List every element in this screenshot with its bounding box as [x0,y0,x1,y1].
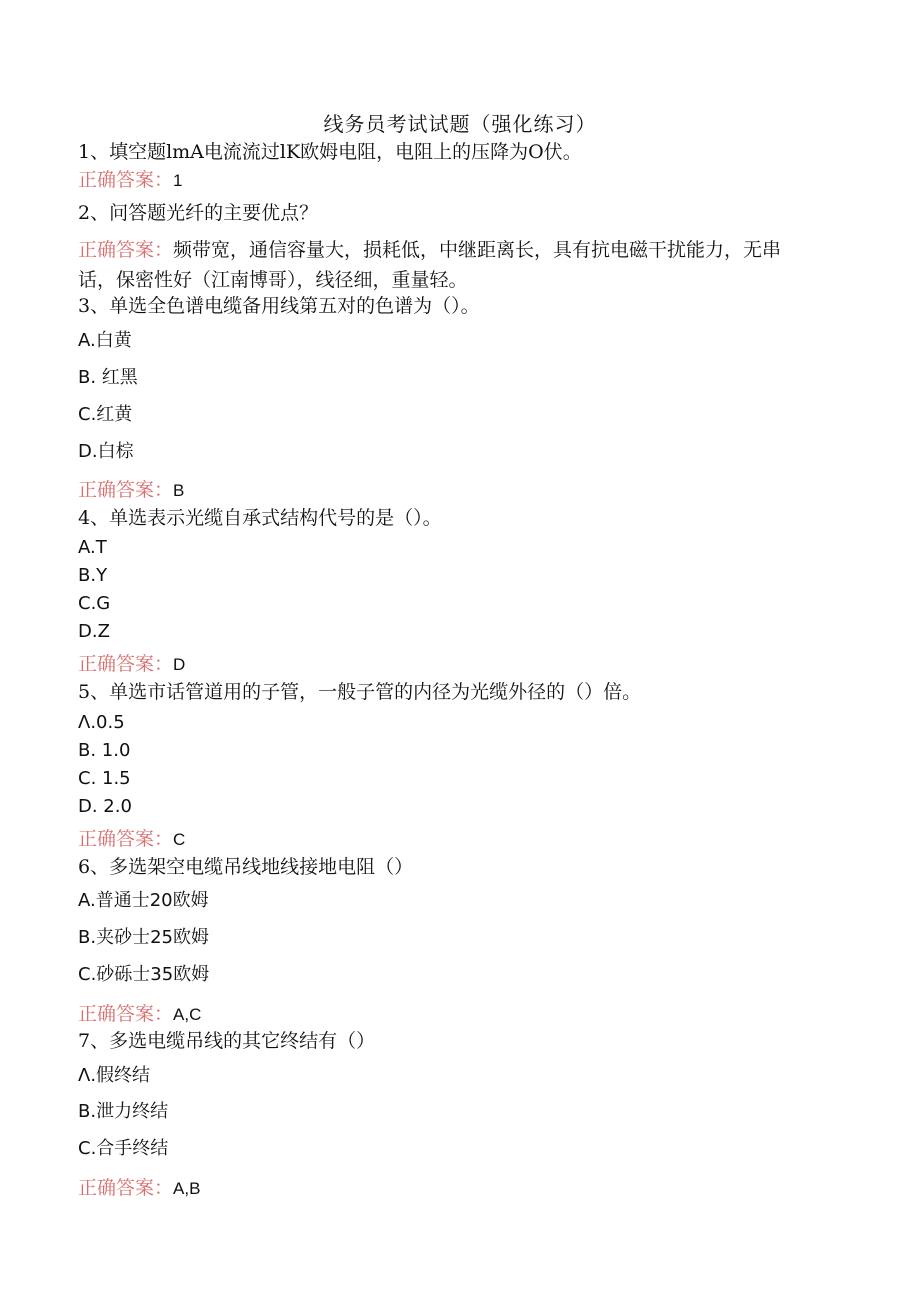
question-6-text: 6、多选架空电缆吊线地线接地电阻（） [78,856,414,878]
answer-label: 正确答案： [78,169,174,191]
answer-value: A,C [173,1005,202,1024]
question-1-answer [78,168,182,193]
question-6-answer [78,1002,201,1027]
answer-label: 正确答案： [78,239,174,261]
question-4-option-b: B.Y [78,565,108,586]
question-3-option-b: B. 红黑 [78,367,138,388]
page-title: 线务员考试试题（强化练习） [323,112,597,136]
question-5-option-d: D. 2.0 [78,796,132,817]
question-3-text: 3、单选全色谱电缆备用线第五对的色谱为（）。 [78,295,480,317]
question-2-answer [78,235,808,295]
answer-label: 正确答案： [78,1003,174,1025]
question-4-answer [78,652,185,677]
answer-label: 正确答案： [78,1177,174,1199]
question-7-option-c: C.合手终结 [78,1138,169,1159]
question-7-answer [78,1176,200,1201]
answer-value: D [173,655,186,674]
question-5-answer [78,827,185,852]
question-4-option-c: C.G [78,593,111,614]
question-2-text: 2、问答题光纤的主要优点？ [78,202,319,224]
question-6-option-c: C.砂砾士35欧姆 [78,964,210,985]
question-6-option-a: A.普通士20欧姆 [78,890,209,911]
answer-value: 1 [173,171,183,190]
question-5-text: 5、单选市话管道用的子管，一般子管的内径为光缆外径的（）倍。 [78,681,642,703]
question-5-option-a: Λ.0.5 [78,712,125,733]
answer-label: 正确答案： [78,653,174,675]
answer-value: A,B [173,1179,201,1198]
question-7-option-b: B.泄力终结 [78,1101,169,1122]
question-7-option-a: Λ.假终结 [78,1065,151,1086]
question-4-option-a: A.T [78,537,107,558]
question-4-option-d: D.Z [78,621,110,642]
question-5-option-b: B. 1.0 [78,740,131,761]
question-4-text: 4、单选表示光缆自承式结构代号的是（）。 [78,507,442,529]
question-3-answer [78,478,184,503]
answer-value: B [173,481,185,500]
question-5-option-c: C. 1.5 [78,768,131,789]
answer-value: C [173,830,186,849]
question-6-option-b: B.夹砂士25欧姆 [78,927,209,948]
question-1-text: 1、填空题lmA电流流过lK欧姆电阻，电阻上的压降为O伏。 [78,141,582,163]
question-3-option-c: C.红黄 [78,404,133,425]
answer-label: 正确答案： [78,479,174,501]
answer-label: 正确答案： [78,828,174,850]
question-3-option-d: D.白棕 [78,441,134,462]
question-3-option-a: A.白黄 [78,330,132,351]
answer-value: 频带宽，通信容量大，损耗低，中继距离长，具有抗电磁干扰能力，无串话，保密性好（江南博哥），线径细，重量轻。 [78,239,782,291]
question-7-text: 7、多选电缆吊线的其它终结有（） [78,1030,376,1052]
